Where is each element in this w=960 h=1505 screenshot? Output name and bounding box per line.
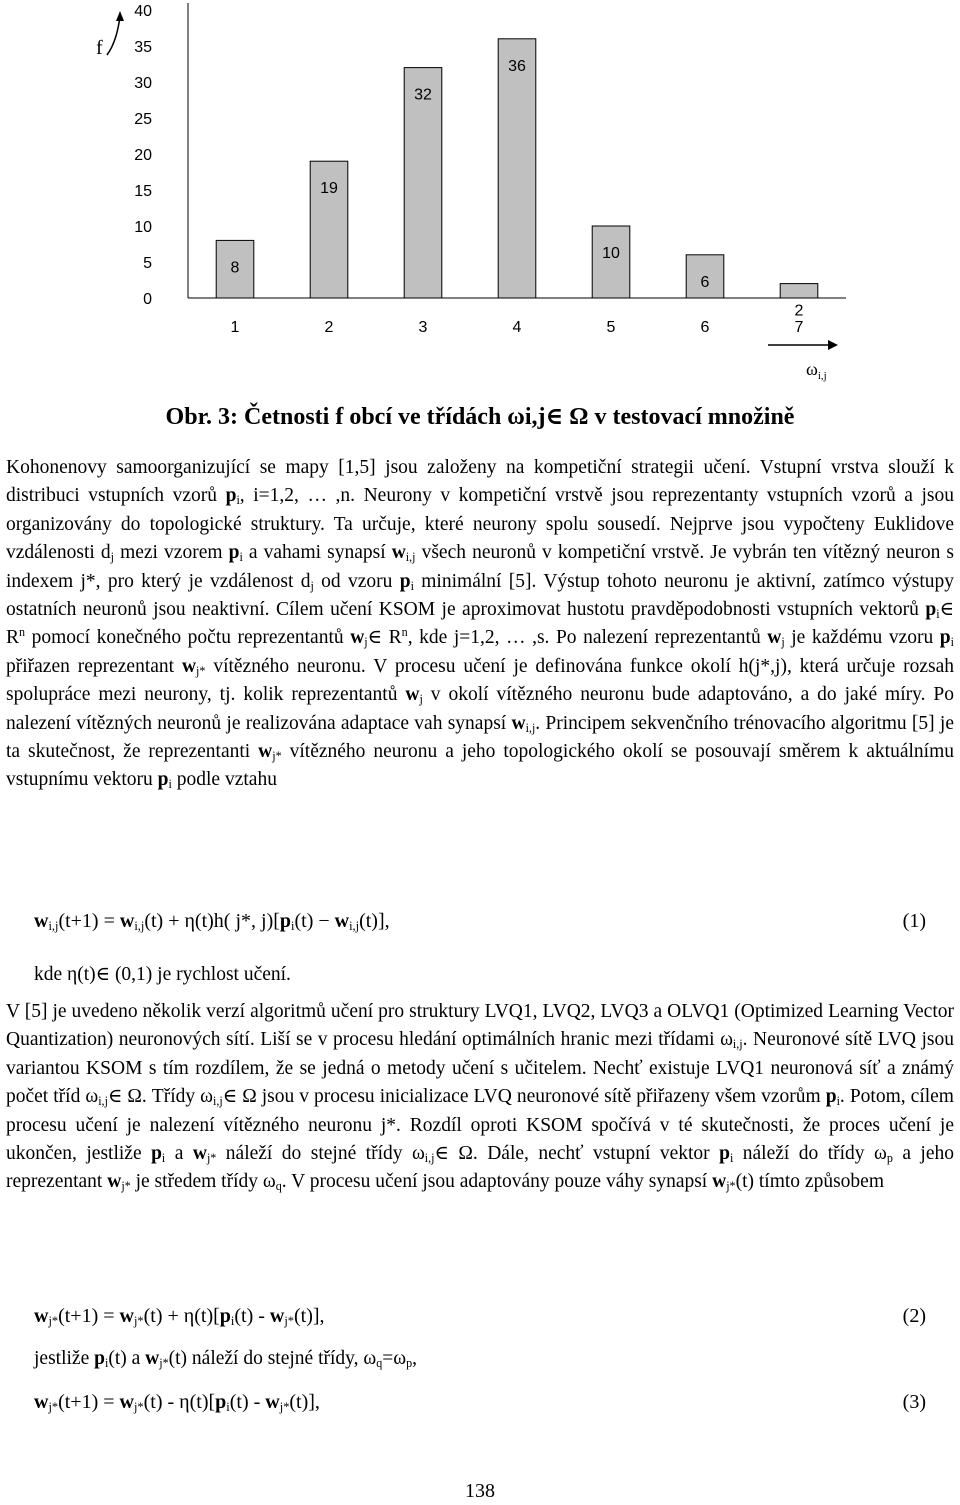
equation-1: $w_{i,j}(t+1) = w_{i,j}(t) + \eta(t)h$( j*, $j)[p_i(t) - w_{i,j}(t)]$, bbox=[34, 910, 390, 934]
equation-2: $w_{j*}(t+1) = w_{j*}(t) + \eta(t)[p_i(t) - w_{j*}(t)]$, bbox=[34, 1305, 325, 1329]
bar-value-label: 36 bbox=[508, 57, 526, 75]
y-tick-label: 40 bbox=[134, 3, 152, 20]
bar bbox=[780, 284, 818, 298]
bar-value-label: 32 bbox=[414, 86, 432, 104]
bar-value-label: 6 bbox=[700, 273, 710, 291]
x-axis-label: $\omega_{i,j}$ bbox=[806, 359, 827, 382]
x-tick-label: 6 bbox=[700, 319, 710, 336]
x-tick-label: 3 bbox=[418, 319, 428, 336]
y-tick-label: 0 bbox=[143, 291, 152, 308]
x-tick-label: 7 bbox=[794, 319, 804, 336]
y-tick-label: 25 bbox=[134, 111, 152, 128]
bar bbox=[498, 39, 536, 298]
equation-2-number: (2) bbox=[902, 1305, 926, 1327]
paragraph-kohonen: Kohonenovy samoorganizující se mapy [1,5] jsou založeny na kompetiční strategii učení. Vstupní vrstva slouží k distribuci vstupních vzorů $p_i$, i=1,2, … ,n. Neurony v kompetiční vrstvě jsou reprezentanty vstupních vzorů a jsou organizovány do topologické struktury. Ta určuje, které neurony spolu sousedí. Nejprve jsou vypočteny Euklidove vzdálenosti $d_j$ mezi vzorem $p_i$ a vahami synapsí $w_{i,j}$ všech neuronů v kompetiční vrstvě. Je vybrán ten vítězný neuron s indexem j*, pro který je vzdálenost $d_j$ od vzoru $p_i$ minimální [5]. Výstup tohoto neuronu je aktivní, zatímco výstupy ostatních neuronů jsou neaktivní. Cílem učení KSOM je aproximovat hustotu pravděpodobnosti vstupních vektorů $p_i\in$ $R^n$ pomocí konečného počtu reprezentantů $w_j\in$ $R^n$, kde j=1,2, … ,s. Po nalezení reprezentantů $w_j$ je každému vzoru $p_i$ přiřazen reprezentant $w_{j*}$ vítězného neuronu. V procesu učení je definována funkce okolí h(j*,j), která určuje rozsah spolupráce mezi neurony, tj. kolik reprezentantů $w_j$ v okolí vítězného neuronu bude adaptováno, a do jaké míry. Po nalezení vítězných neuronů je realizována adaptace vah synapsí $w_{i,j}$. Principem sekvenčního trénovacího algoritmu [5] je ta skutečnost, že reprezentanti $w_{j*}$ vítězného neuronu a jeho topologického okolí se posouvají směrem k aktuálnímu vstupnímu vektoru $p_i$ podle vztahu bbox=[6, 457, 955, 792]
equation-3: $w_{j*}(t+1) = w_{j*}(t) - \eta(t)[p_i(t) - w_{j*}(t)]$, bbox=[34, 1391, 320, 1415]
equation-1-number: (1) bbox=[902, 910, 926, 932]
paragraph-lvq: V [5] je uvedeno několik verzí algoritmů učení pro struktury LVQ1, LVQ2, LVQ3 a OLVQ1 (Optimized Learning Vector Quantization) neuronových sítí. Liší se v procesu hledání optimálních hranic mezi třídami $\omega_{i,j}$. Neuronové sítě LVQ jsou variantou KSOM s tím rozdílem, že se jedná o metody učení s učitelem. Nechť existuje LVQ1 neuronová síť a známý počet tříd $\omega_{i,j}\in$ Ω. Třídy $\omega_{i,j}\in$ Ω jsou v procesu inicializace LVQ neuronové sítě přiřazeny všem vzorům $p_i$. Potom, cílem procesu učení je nalezení vítězného neuronu j*. Rozdíl oproti KSOM spočívá v té skutečnosti, že proces učení je ukončen, jestliže $p_i$ a $w_{j*}$ náleží do stejné třídy $\omega_{i,j}\in$ Ω. Dále, nechť vstupní vektor $p_i$ náleží do třídy $\omega_p$ a jeho reprezentant $w_{j*}$ je středem třídy $\omega_q$. V procesu učení jsou adaptovány pouze váhy synapsí $w_{j*}(t)$ tímto způsobem bbox=[6, 1001, 955, 1194]
bar-value-label: 19 bbox=[320, 180, 338, 198]
page-number: 138 bbox=[465, 1480, 495, 1502]
figure-caption: Obr. 3: Četnosti f obcí ve třídách ωi,j∈ Ω v testovací množině bbox=[165, 404, 795, 430]
frequency-bar-chart bbox=[0, 0, 960, 395]
bar bbox=[592, 226, 630, 298]
learning-rate-line: kde η(t)∈ (0,1) je rychlost učení. bbox=[34, 964, 291, 985]
y-tick-label: 15 bbox=[134, 183, 152, 200]
y-axis-label: f bbox=[96, 37, 103, 59]
y-tick-label: 5 bbox=[143, 255, 152, 272]
x-arrowhead-icon bbox=[828, 340, 838, 350]
bar-value-label: 2 bbox=[794, 302, 804, 320]
x-tick-label: 2 bbox=[324, 319, 334, 336]
y-tick-label: 30 bbox=[134, 75, 152, 92]
x-tick-label: 1 bbox=[230, 319, 240, 336]
y-tick-label: 20 bbox=[134, 147, 152, 164]
y-tick-label: 35 bbox=[134, 39, 152, 56]
bar-value-label: 10 bbox=[602, 245, 620, 262]
y-arrowhead-icon bbox=[116, 11, 124, 21]
equation-3-number: (3) bbox=[902, 1391, 926, 1413]
bar-value-label: 8 bbox=[230, 259, 240, 277]
y-arrow-icon bbox=[107, 17, 120, 55]
x-tick-label: 5 bbox=[606, 319, 616, 336]
x-tick-label: 4 bbox=[512, 319, 522, 336]
y-tick-label: 10 bbox=[134, 219, 152, 236]
condition-line: jestliže $p_i(t)$ a $w_{j*}(t)$ náleží do stejné třídy, $\omega_q=\omega_p$, bbox=[34, 1348, 418, 1371]
